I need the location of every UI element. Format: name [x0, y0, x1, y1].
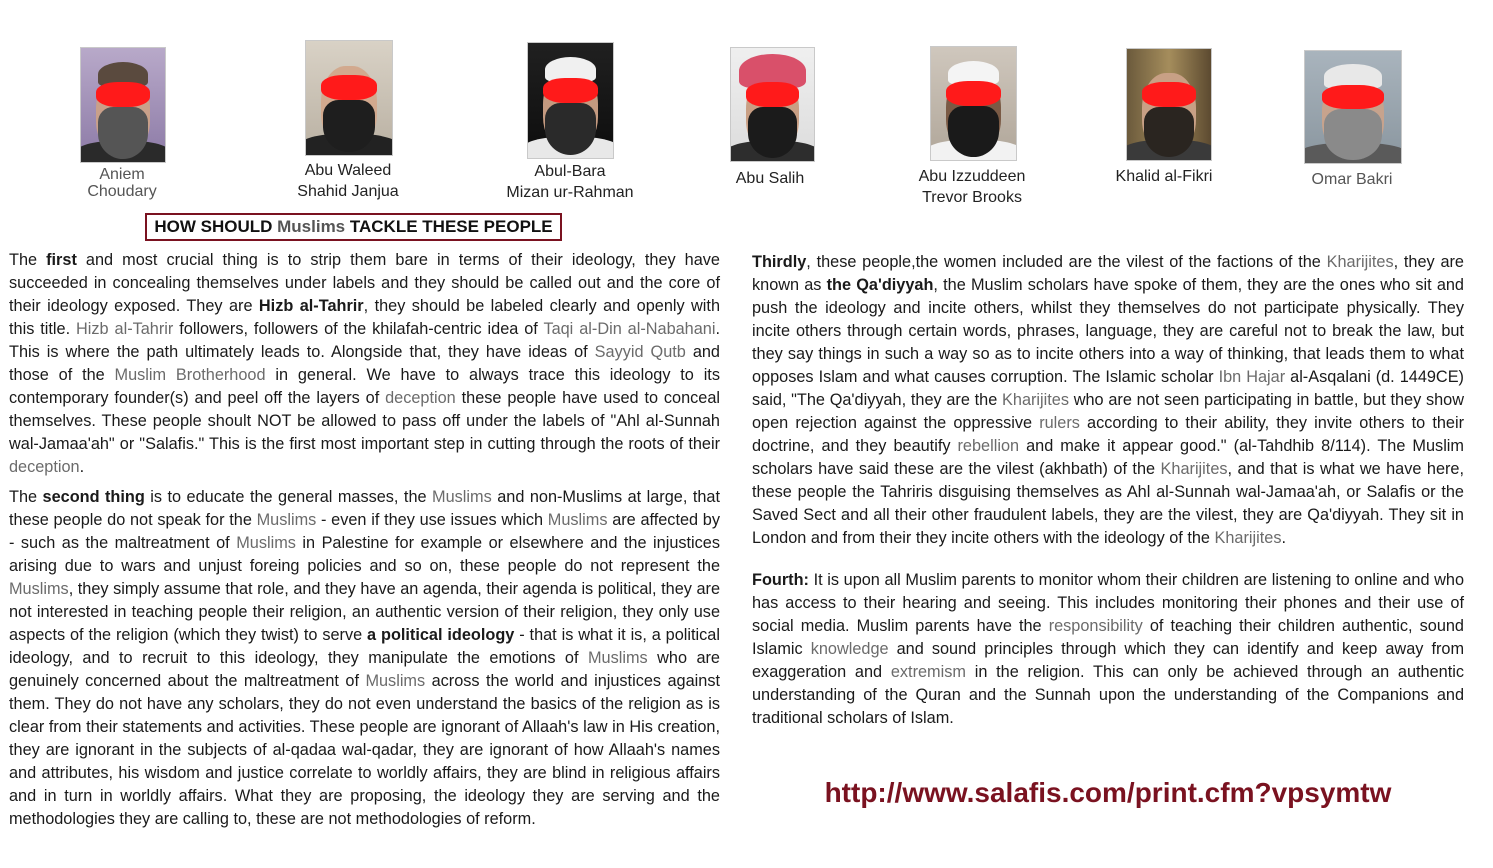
redaction-bar [746, 82, 799, 107]
link-sayyid-qutb[interactable]: Sayyid Qutb [594, 343, 686, 361]
left-column [9, 249, 720, 838]
portrait-photo-abu-izzuddeen [930, 46, 1017, 161]
link-kharijites[interactable]: Kharijites [1326, 253, 1394, 271]
portrait-caption-3: Abul-Bara Mizan ur-Rahman [506, 163, 634, 201]
portrait-caption-2: Abu Waleed Shahid Janjua [297, 162, 399, 200]
portrait-photo-abul-bara [527, 42, 614, 159]
paragraph-thirdly: Thirdly, these people,the women included are the vilest of the factions of the Kharijites, they are known as the Qa'diyyah, the Muslim scholars have spoke of them, they are the ones who sit and push the ideology and incite others, whilst they themselves do not participate physically. They incite others through certain words, phrases, language, they are careful not to break the law, but they say things in such a way so as to incite others into a way of thinking, that leads them to what opposes Islam and what causes corruption. The Islamic scholar Ibn Hajar al-Asqalani (d. 1449CE) said, "The Qa'diyyah, they are the Kharijites who are not seen participating in battle, but they show open rejection against the oppressive rulers according to their ability, they invite others to their doctrine, and they beautify rebellion and make it appear good." (al-Tahdhib 8/114). The Muslim scholars have said these are the vilest (akhbath) of the Kharijites, and that is what we have here, these people the Tahriris disguising themselves as Ahl al-Sunnah wal-Jamaa'ah, or Salafis or the Saved Sect and all their other fraudulent labels, they are the vilest, they are Qa'diyyah. They sit in London and from their they incite others with the ideology of the Kharijites. [752, 253, 1465, 547]
section-heading: HOW SHOULD Muslims TACKLE THESE PEOPLE [145, 213, 562, 241]
link-muslims[interactable]: Muslims [432, 488, 492, 506]
right-column [752, 251, 1464, 737]
portrait-photo-aniem-choudary [80, 47, 166, 163]
redaction-bar [1322, 85, 1383, 110]
link-muslims[interactable]: Muslims [547, 511, 608, 529]
redaction-bar [321, 75, 376, 100]
redaction-bar [1142, 82, 1196, 106]
portrait-photo-abu-salih [730, 47, 815, 162]
link-deception[interactable]: deception [385, 389, 456, 407]
link-muslim-brotherhood[interactable]: Muslim Brotherhood [114, 366, 266, 384]
link-kharijites[interactable]: Kharijites [1002, 391, 1069, 409]
portrait-caption-4: Abu Salih [735, 170, 805, 187]
portrait-photo-khalid-al-fikri [1126, 48, 1212, 161]
link-deception[interactable]: deception [9, 458, 80, 476]
paragraph-fourth: Fourth: It is upon all Muslim parents to monitor whom their children are listening to online and who has access to their hearing and seeing. This includes monitoring their phones and their use of social media. Muslim parents have the responsibility of teaching their children authentic, sound Islamic knowledge and sound principles through which they can identify and keep away from exaggeration and extremism in the religion. This can only be achieved through an authentic understanding of the Quran and the Sunnah upon the understanding of the Companions and traditional scholars of Islam. [752, 571, 1465, 727]
portrait-caption-7: Omar Bakri [1311, 171, 1393, 188]
portrait-photo-abu-waleed [305, 40, 393, 156]
portrait-caption-1: Aniem Choudary [87, 166, 157, 200]
portrait-caption-5: Abu Izzuddeen Trevor Brooks [918, 168, 1026, 206]
link-ibn-hajar[interactable]: Ibn Hajar [1218, 368, 1286, 386]
link-taqi-al-din[interactable]: Taqi al-Din al-Nabahani [543, 320, 716, 338]
link-kharijites[interactable]: Kharijites [1214, 529, 1282, 547]
link-rulers[interactable]: rulers [1039, 414, 1080, 432]
portrait-caption-6: Khalid al-Fikri [1115, 168, 1213, 185]
redaction-bar [946, 81, 1000, 106]
link-muslims[interactable]: Muslims [365, 672, 426, 690]
link-knowledge[interactable]: knowledge [810, 640, 889, 658]
link-muslims[interactable]: Muslims [256, 511, 317, 529]
link-hizb-al-tahrir[interactable]: Hizb al-Tahrir [76, 320, 174, 338]
paragraph-first-thing: The first and most crucial thing is to strip them bare in terms of their ideology, they have succeeded in concealing themselves under labels and they should be called out and the core of their ideology exposed. They are Hizb al-Tahrir, they should be labeled clearly and openly with this title. Hizb al-Tahrir followers, followers of the khilafah-centric idea of Taqi al-Din al-Nabahani. This is where the path ultimately leads to. Alongside that, they have ideas of Sayyid Qutb and those of the Muslim Brotherhood in general. We have to always trace this ideology to its contemporary founder(s) and peel off the layers of deception these people have used to conceal themselves. These people shoult NOT be allowed to pass off under the labels of "Ahl al-Sunnah wal-Jamaa'ah" or "Salafis." This is the first most important step in cutting through the roots of their deception. [9, 251, 721, 476]
source-url[interactable]: http://www.salafis.com/print.cfm?vpsymtw [824, 777, 1392, 808]
heading-link-muslims[interactable]: Muslims [277, 217, 346, 236]
link-muslims[interactable]: Muslims [587, 649, 648, 667]
link-kharijites[interactable]: Kharijites [1160, 460, 1228, 478]
redaction-bar [96, 82, 150, 107]
redaction-bar [543, 78, 597, 103]
link-responsibility[interactable]: responsibility [1048, 617, 1143, 635]
link-muslims[interactable]: Muslims [9, 580, 69, 598]
link-muslims[interactable]: Muslims [236, 534, 296, 552]
paragraph-second-thing: The second thing is to educate the general masses, the Muslims and non-Muslims at large, that these people do not speak for the Muslims - even if they use issues which Muslims are affected by - such as the maltreatment of Muslims in Palestine for example or elsewhere and the injustices arising due to wars and unjust foreing policies and so on, these people do not represent the Muslims, they simply assume that role, and they have an agenda, their agenda is political, they are not interested in teaching people their religion, an authentic version of their religion, they only use aspects of the religion (which they twist) to serve a political ideology - that is what it is, a political ideology, and to recruit to this ideology, they manipulate the emotions of Muslims who are genuinely concerned about the maltreatment of Muslims across the world and injustices against them. They do not have any scholars, they do not even understand the basics of the religion as is clear from their statements and activities. These people are ignorant of Allaah's law in His creation, they are ignorant in the subjects of al-qadaa wal-qadar, they are ignorant of how Allaah's names and attributes, his wisdom and justice correlate to worldly affairs, they are blind in religious affairs and in turn in worldly affairs. What they are proposing, the ideology they are serving and the methodologies they are calling to, these are not methodologies of reform. [9, 488, 720, 828]
portrait-photo-omar-bakri [1304, 50, 1402, 164]
link-rebellion[interactable]: rebellion [957, 437, 1020, 455]
link-extremism[interactable]: extremism [890, 663, 966, 681]
